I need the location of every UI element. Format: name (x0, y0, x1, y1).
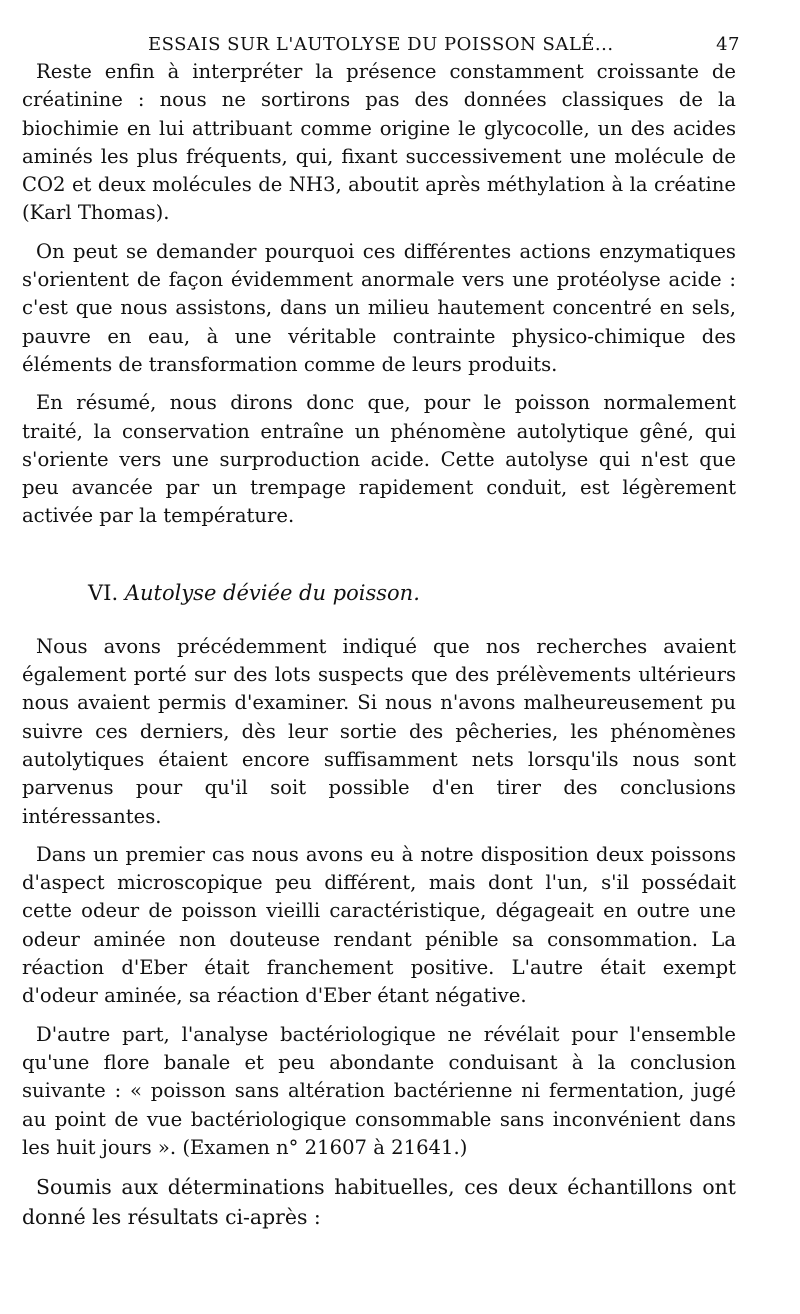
paragraph-bacteriology: D'autre part, l'analyse bactériologique ne révélait pour l'ensemble qu'une flore banale et peu abondante conduisant à la conclusion suivante : « poisson sans altération bactérienne ni fermentation, jugé au point de vue bactériologique consommable sans inconvénient dans les huit jours ». (Examen n° 21607 à 21641.) (22, 1022, 736, 1159)
paragraph-first-case: Dans un premier cas nous avons eu à notre disposition deux poissons d'aspect microscopique peu différent, mais dont l'un, s'il possédait cette odeur de poisson vieilli caractéristique, dégageait en outre une odeur aminée non douteuse rendant pénible sa consommation. La réaction d'Eber était franchement positive. L'autre était exempt d'odeur aminée, sa réaction d'Eber étant négative. (22, 842, 736, 1008)
section-number: VI. (88, 580, 119, 605)
section-heading (88, 579, 736, 607)
running-head (22, 30, 740, 58)
running-title: ESSAIS SUR L'AUTOLYSE DU POISSON SALÉ... (148, 34, 614, 55)
paragraph-creatinine: Reste enfin à interpréter la présence constamment croissante de créatinine : nous ne sortirons pas des données classiques de la biochimie en lui attribuant comme origine le glycocolle, un des acides aminés les plus fréquents, qui, fixant successivement une molécule de CO2 et deux molécules de NH3, aboutit après méthylation à la créatine (Karl Thomas). (22, 60, 736, 225)
paragraph-enzymatic-actions: On peut se demander pourquoi ces différentes actions enzymatiques s'orientent de façon évidemment anormale vers une protéolyse acide : c'est que nous assistons, dans un milieu hautement concentré en sels, pauvre en eau, à une véritable contrainte physico-chimique des éléments de transformation comme de leurs produits. (22, 239, 736, 376)
page-number: 47 (716, 34, 740, 55)
paragraph-results-intro: Soumis aux déterminations habituelles, ces deux échantillons ont donné les résultats ci-après : (22, 1175, 736, 1230)
paragraph-summary: En résumé, nous dirons donc que, pour le poisson normalement traité, la conservation entraîne un phénomène autolytique gêné, qui s'oriente vers une surproduction acide. Cette autolyse qui n'est que peu avancée par un trempage rapidement conduit, est légèrement activée par la température. (22, 391, 736, 528)
paragraph-suspect-lots: Nous avons précédemment indiqué que nos recherches avaient également porté sur des lots suspects que des prélèvements ultérieurs nous avaient permis d'examiner. Si nous n'avons malheureusement pu suivre ces derniers, dès leur sortie des pêcheries, les phénomènes autolytiques étaient encore suffisamment nets lorsqu'ils nous sont parvenus pour qu'il soit possible d'en tirer des conclusions intéressantes. (22, 634, 736, 828)
section-title: Autolyse déviée du poisson. (124, 580, 420, 605)
